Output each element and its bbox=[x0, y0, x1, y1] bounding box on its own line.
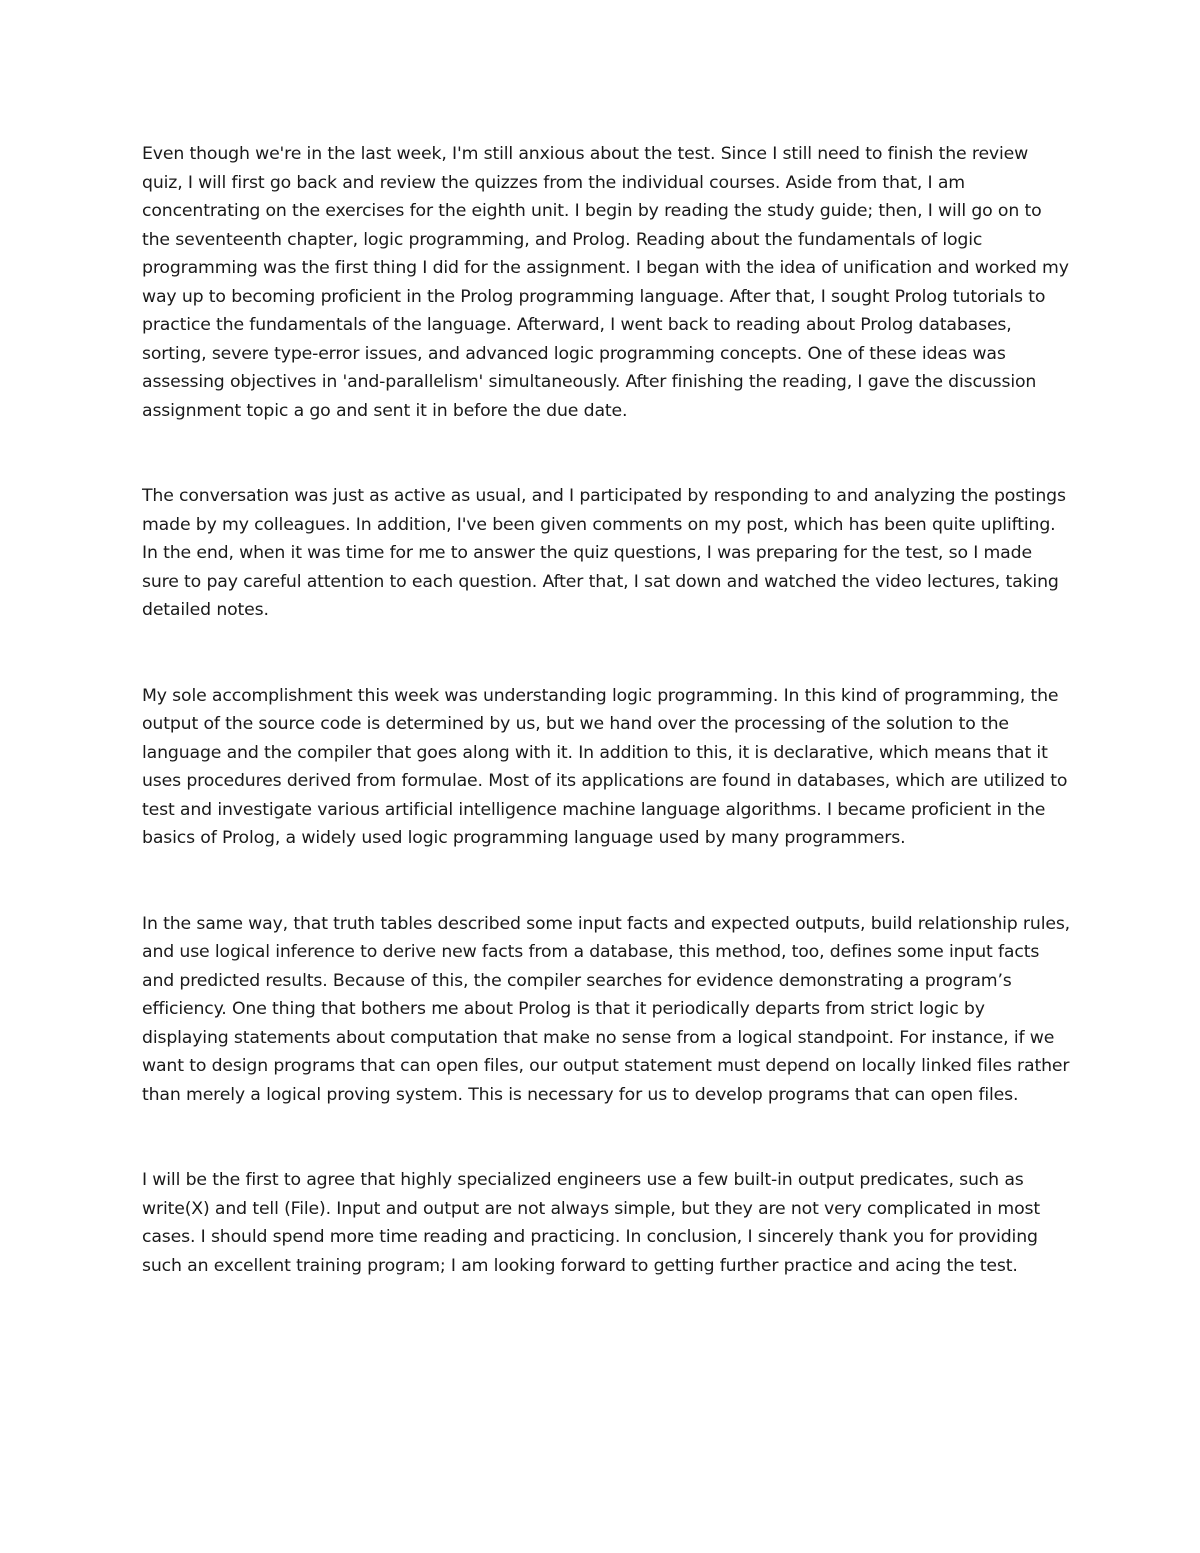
paragraph-5: I will be the first to agree that highly specialized engineers use a few built-in output predicates, such as write(X) and tell (File). Input and output are not always simple, but they are not very complicated in most cases. I should spend more time reading and practicing. In conclusion, I sincerely thank you for providing such an excellent training program; I am looking forward to getting further practice and acing the test. bbox=[142, 1170, 1041, 1276]
document-body bbox=[142, 140, 1072, 1337]
paragraph-2: The conversation was just as active as usual, and I participated by responding to and analyzing the postings made by my colleagues. In addition, I've been given comments on my post, which has been quite uplifting. In the end, when it was time for me to answer the quiz questions, I was preparing for the test, so I made sure to pay careful attention to each question. After that, I sat down and watched the video lectures, taking detailed notes. bbox=[142, 486, 1066, 620]
paragraph-1: Even though we're in the last week, I'm still anxious about the test. Since I still need to finish the review quiz, I will first go back and review the quizzes from the individual courses. Aside from that, I am concentrating on the exercises for the eighth unit. I begin by reading the study guide; then, I will go on to the seventeenth chapter, logic programming, and Prolog. Reading about the fundamentals of logic programming was the first thing I did for the assignment. I began with the idea of unification and worked my way up to becoming proficient in the Prolog programming language. After that, I sought Prolog tutorials to practice the fundamentals of the language. Afterward, I went back to reading about Prolog databases, sorting, severe type-error issues, and advanced logic programming concepts. One of these ideas was assessing objectives in 'and-parallelism' simultaneously. After finishing the reading, I gave the discussion assignment topic a go and sent it in before the due date. bbox=[142, 144, 1069, 421]
paragraph-3: My sole accomplishment this week was understanding logic programming. In this kind of programming, the output of the source code is determined by us, but we hand over the processing of the solution to the language and the compiler that goes along with it. In addition to this, it is declarative, which means that it uses procedures derived from formulae. Most of its applications are found in databases, which are utilized to test and investigate various artificial intelligence machine language algorithms. I became proficient in the basics of Prolog, a widely used logic programming language used by many programmers. bbox=[142, 685, 1068, 848]
paragraph-4: In the same way, that truth tables described some input facts and expected outputs, build relationship rules, and use logical inference to derive new facts from a database, this method, too, defines some input facts and predicted results. Because of this, the compiler searches for evidence demonstrating a program’s efficiency. One thing that bothers me about Prolog is that it periodically departs from strict logic by displaying statements about computation that make no sense from a logical standpoint. For instance, if we want to design programs that can open files, our output statement must depend on locally linked files rather than merely a logical proving system. This is necessary for us to develop programs that can open files. bbox=[142, 913, 1071, 1105]
